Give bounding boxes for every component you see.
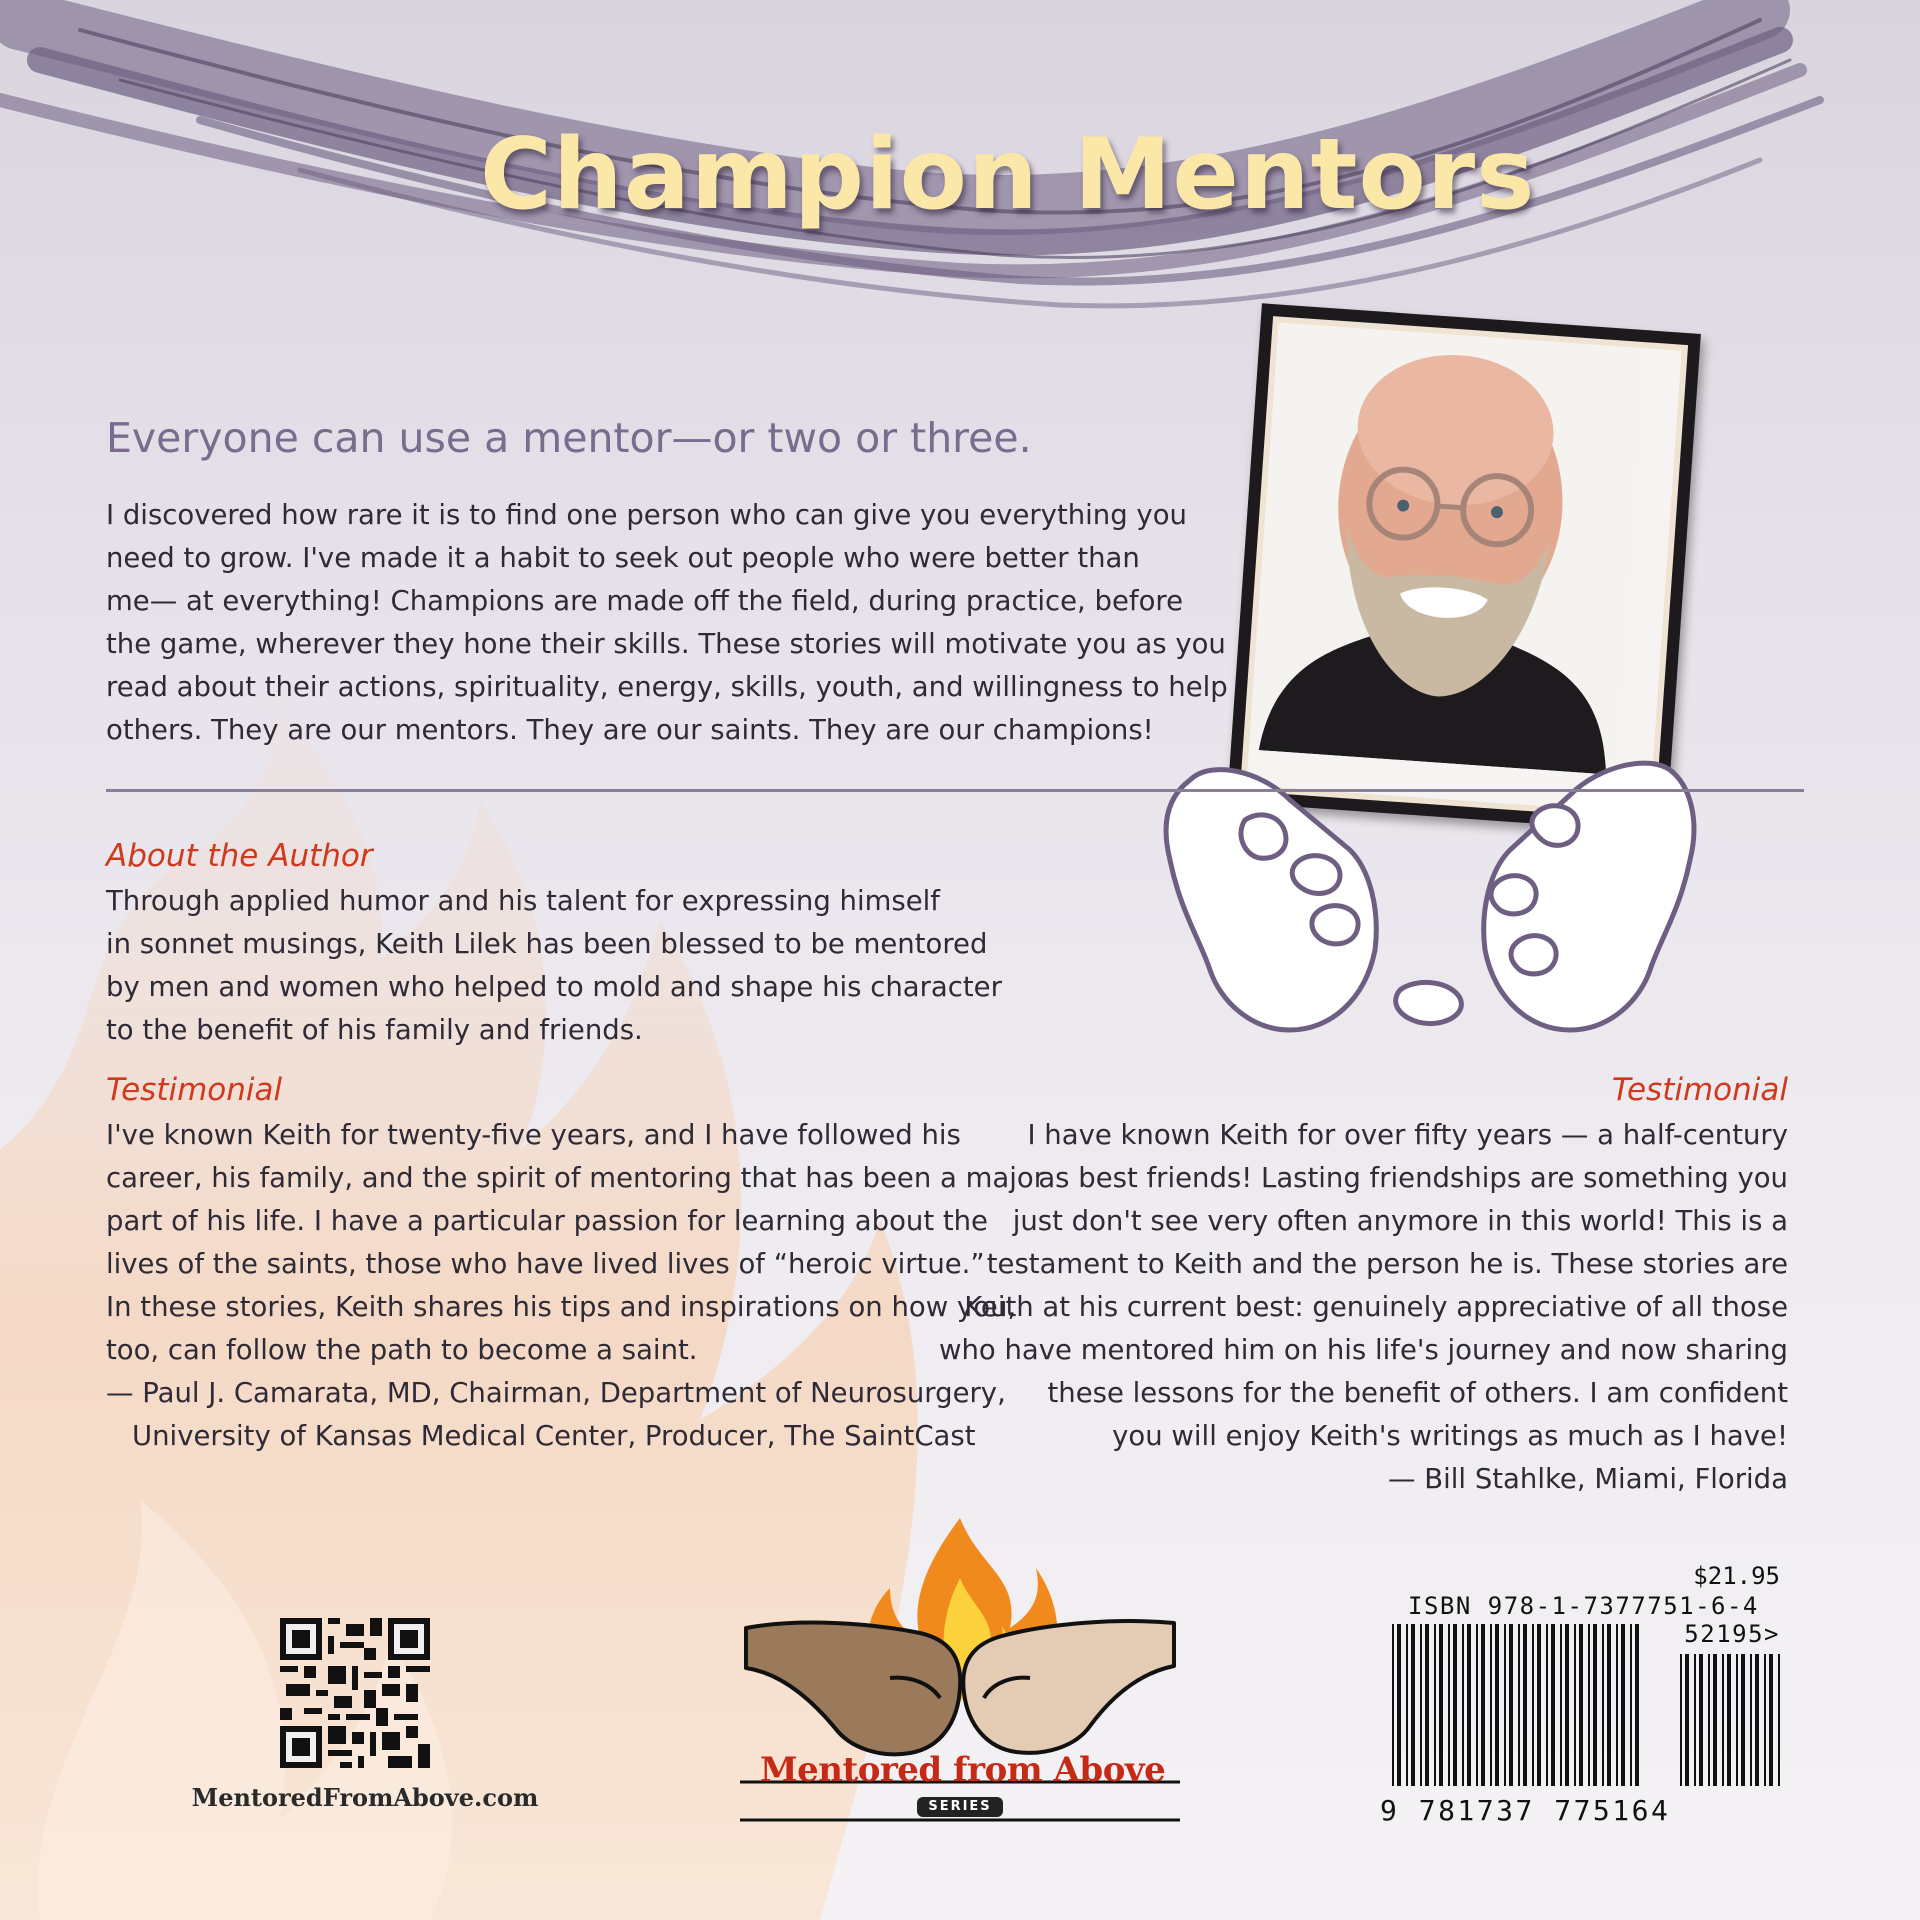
price: $21.95 [1693, 1562, 1780, 1590]
barcode-bar [1699, 1654, 1703, 1786]
testimonial-line: I've known Keith for twenty-five years, and I have followed his [106, 1119, 961, 1151]
about-line: to the benefit of his family and friends. [106, 1014, 643, 1046]
price-code: 52195> [1684, 1620, 1780, 1648]
intro-line: I discovered how rare it is to find one person who can give you everything you [106, 499, 1187, 531]
about-author-heading: About the Author [106, 838, 373, 874]
testimonial-1-paragraph [106, 1114, 1046, 1372]
testimonial-line: too, can follow the path to become a saint. [106, 1334, 698, 1366]
barcode-bar [1579, 1624, 1583, 1786]
isbn: ISBN 978-1-7377751-6-4 [1408, 1592, 1759, 1620]
testimonial-line: In these stories, Keith shares his tips and inspirations on how you, [106, 1291, 1017, 1323]
barcode-bar [1755, 1654, 1759, 1786]
intro-line: me— at everything! Champions are made off the field, during practice, before [106, 585, 1184, 617]
testimonial-2-heading: Testimonial [1611, 1072, 1788, 1108]
barcode-bar [1708, 1654, 1710, 1786]
barcode-bar [1537, 1624, 1541, 1786]
barcode-bar [1448, 1624, 1450, 1786]
website-link[interactable]: MentoredFromAbove.com [191, 1783, 539, 1812]
intro-line: need to grow. I've made it a habit to seek out people who were better than [106, 542, 1140, 574]
attribution-line: University of Kansas Medical Center, Producer, The SaintCast [132, 1420, 976, 1452]
testimonial-line: career, his family, and the spirit of mentoring that has been a major [106, 1162, 1046, 1194]
barcode-bar [1495, 1624, 1499, 1786]
intro-line: the game, wherever they hone their skills. These stories will motivate you as you [106, 628, 1226, 660]
testimonial-line: I have known Keith for over fifty years — a half-century [1027, 1119, 1788, 1151]
qr-code-icon[interactable] [280, 1618, 430, 1768]
testimonial-line: these lessons for the benefit of others. I am confident [1047, 1377, 1788, 1409]
testimonial-line: who have mentored him on his life's journey and now sharing [939, 1334, 1788, 1366]
barcode-bar [1685, 1654, 1689, 1786]
barcode-bar [1504, 1624, 1506, 1786]
barcode-bar [1750, 1654, 1752, 1786]
barcode-bar [1551, 1624, 1555, 1786]
barcode-bar [1462, 1624, 1464, 1786]
barcode-digits: 9 781737 775164 [1380, 1794, 1671, 1827]
barcode-bar [1778, 1654, 1780, 1786]
barcode-bar [1467, 1624, 1471, 1786]
section-divider [106, 789, 1804, 792]
intro-line: read about their actions, spirituality, energy, skills, youth, and willingness to help [106, 671, 1228, 703]
barcode-bar [1713, 1654, 1717, 1786]
barcode-bar [1607, 1624, 1611, 1786]
barcode-bar [1481, 1624, 1485, 1786]
barcode-bar [1453, 1624, 1457, 1786]
barcode-bar [1602, 1624, 1604, 1786]
barcode-bar [1523, 1624, 1527, 1786]
testimonial-line: lives of the saints, those who have lived lives of “heroic virtue.” [106, 1248, 985, 1280]
barcode-bar [1434, 1624, 1436, 1786]
barcode-bar [1588, 1624, 1590, 1786]
about-line: Through applied humor and his talent for expressing himself [106, 885, 940, 917]
testimonial-2-attribution [888, 1458, 1788, 1501]
barcode-bar [1741, 1654, 1745, 1786]
intro-line: others. They are our mentors. They are our saints. They are our champions! [106, 714, 1154, 746]
barcode-bar [1621, 1624, 1625, 1786]
testimonial-2-paragraph [888, 1114, 1788, 1458]
barcode-block [1380, 1562, 1800, 1832]
barcode-bar [1722, 1654, 1724, 1786]
barcode-bar [1509, 1624, 1513, 1786]
barcode-bar [1411, 1624, 1415, 1786]
about-author-paragraph [106, 880, 1006, 1052]
testimonial-line: part of his life. I have a particular passion for learning about the [106, 1205, 988, 1237]
barcode-bar [1406, 1624, 1408, 1786]
attribution-line: — Bill Stahlke, Miami, Florida [1388, 1463, 1788, 1495]
about-line: in sonnet musings, Keith Lilek has been blessed to be mentored [106, 928, 988, 960]
testimonial-line: Keith at his current best: genuinely appreciative of all those [964, 1291, 1788, 1323]
testimonial-line: as best friends! Lasting friendships are something you [1038, 1162, 1788, 1194]
barcode-bar [1574, 1624, 1576, 1786]
series-name: Mentored from Above [760, 1750, 1166, 1790]
barcode-bar [1565, 1624, 1569, 1786]
barcode-bar [1425, 1624, 1429, 1786]
hands-outline-icon [1150, 740, 1710, 1040]
attribution-line: — Paul J. Camarata, MD, Chairman, Department of Neurosurgery, [106, 1377, 1006, 1409]
barcode-bar [1560, 1624, 1562, 1786]
barcode-bar [1630, 1624, 1632, 1786]
barcode-bar [1736, 1654, 1738, 1786]
barcode-bar [1680, 1654, 1682, 1786]
intro-paragraph [106, 494, 1228, 752]
barcode-bar [1635, 1624, 1639, 1786]
barcode-bar [1397, 1624, 1401, 1786]
barcode-bar [1616, 1624, 1618, 1786]
author-portrait-illustration [1249, 322, 1646, 775]
about-line: by men and women who helped to mold and shape his character [106, 971, 1002, 1003]
barcode-bar [1769, 1654, 1773, 1786]
testimonial-1-attribution [106, 1372, 1006, 1458]
tagline: Everyone can use a mentor—or two or three. [106, 414, 1032, 462]
testimonial-line: testament to Keith and the person he is. These stories are [986, 1248, 1788, 1280]
barcode-bar [1420, 1624, 1422, 1786]
barcode-bar [1727, 1654, 1731, 1786]
barcode-bar [1532, 1624, 1534, 1786]
barcode-bar [1764, 1654, 1766, 1786]
barcode-bar [1546, 1624, 1548, 1786]
barcode-bar [1490, 1624, 1492, 1786]
barcode-bar [1593, 1624, 1597, 1786]
book-title: Champion Mentors [480, 118, 1536, 232]
barcode-bar [1694, 1654, 1696, 1786]
barcode-bar [1476, 1624, 1478, 1786]
series-label: SERIES [928, 1799, 992, 1814]
barcode-bar [1392, 1624, 1394, 1786]
testimonial-line: just don't see very often anymore in this world! This is a [1012, 1205, 1788, 1237]
barcode-bar [1439, 1624, 1443, 1786]
testimonial-1-heading: Testimonial [106, 1072, 283, 1108]
barcode-bar [1518, 1624, 1520, 1786]
testimonial-line: you will enjoy Keith's writings as much as I have! [1112, 1420, 1788, 1452]
